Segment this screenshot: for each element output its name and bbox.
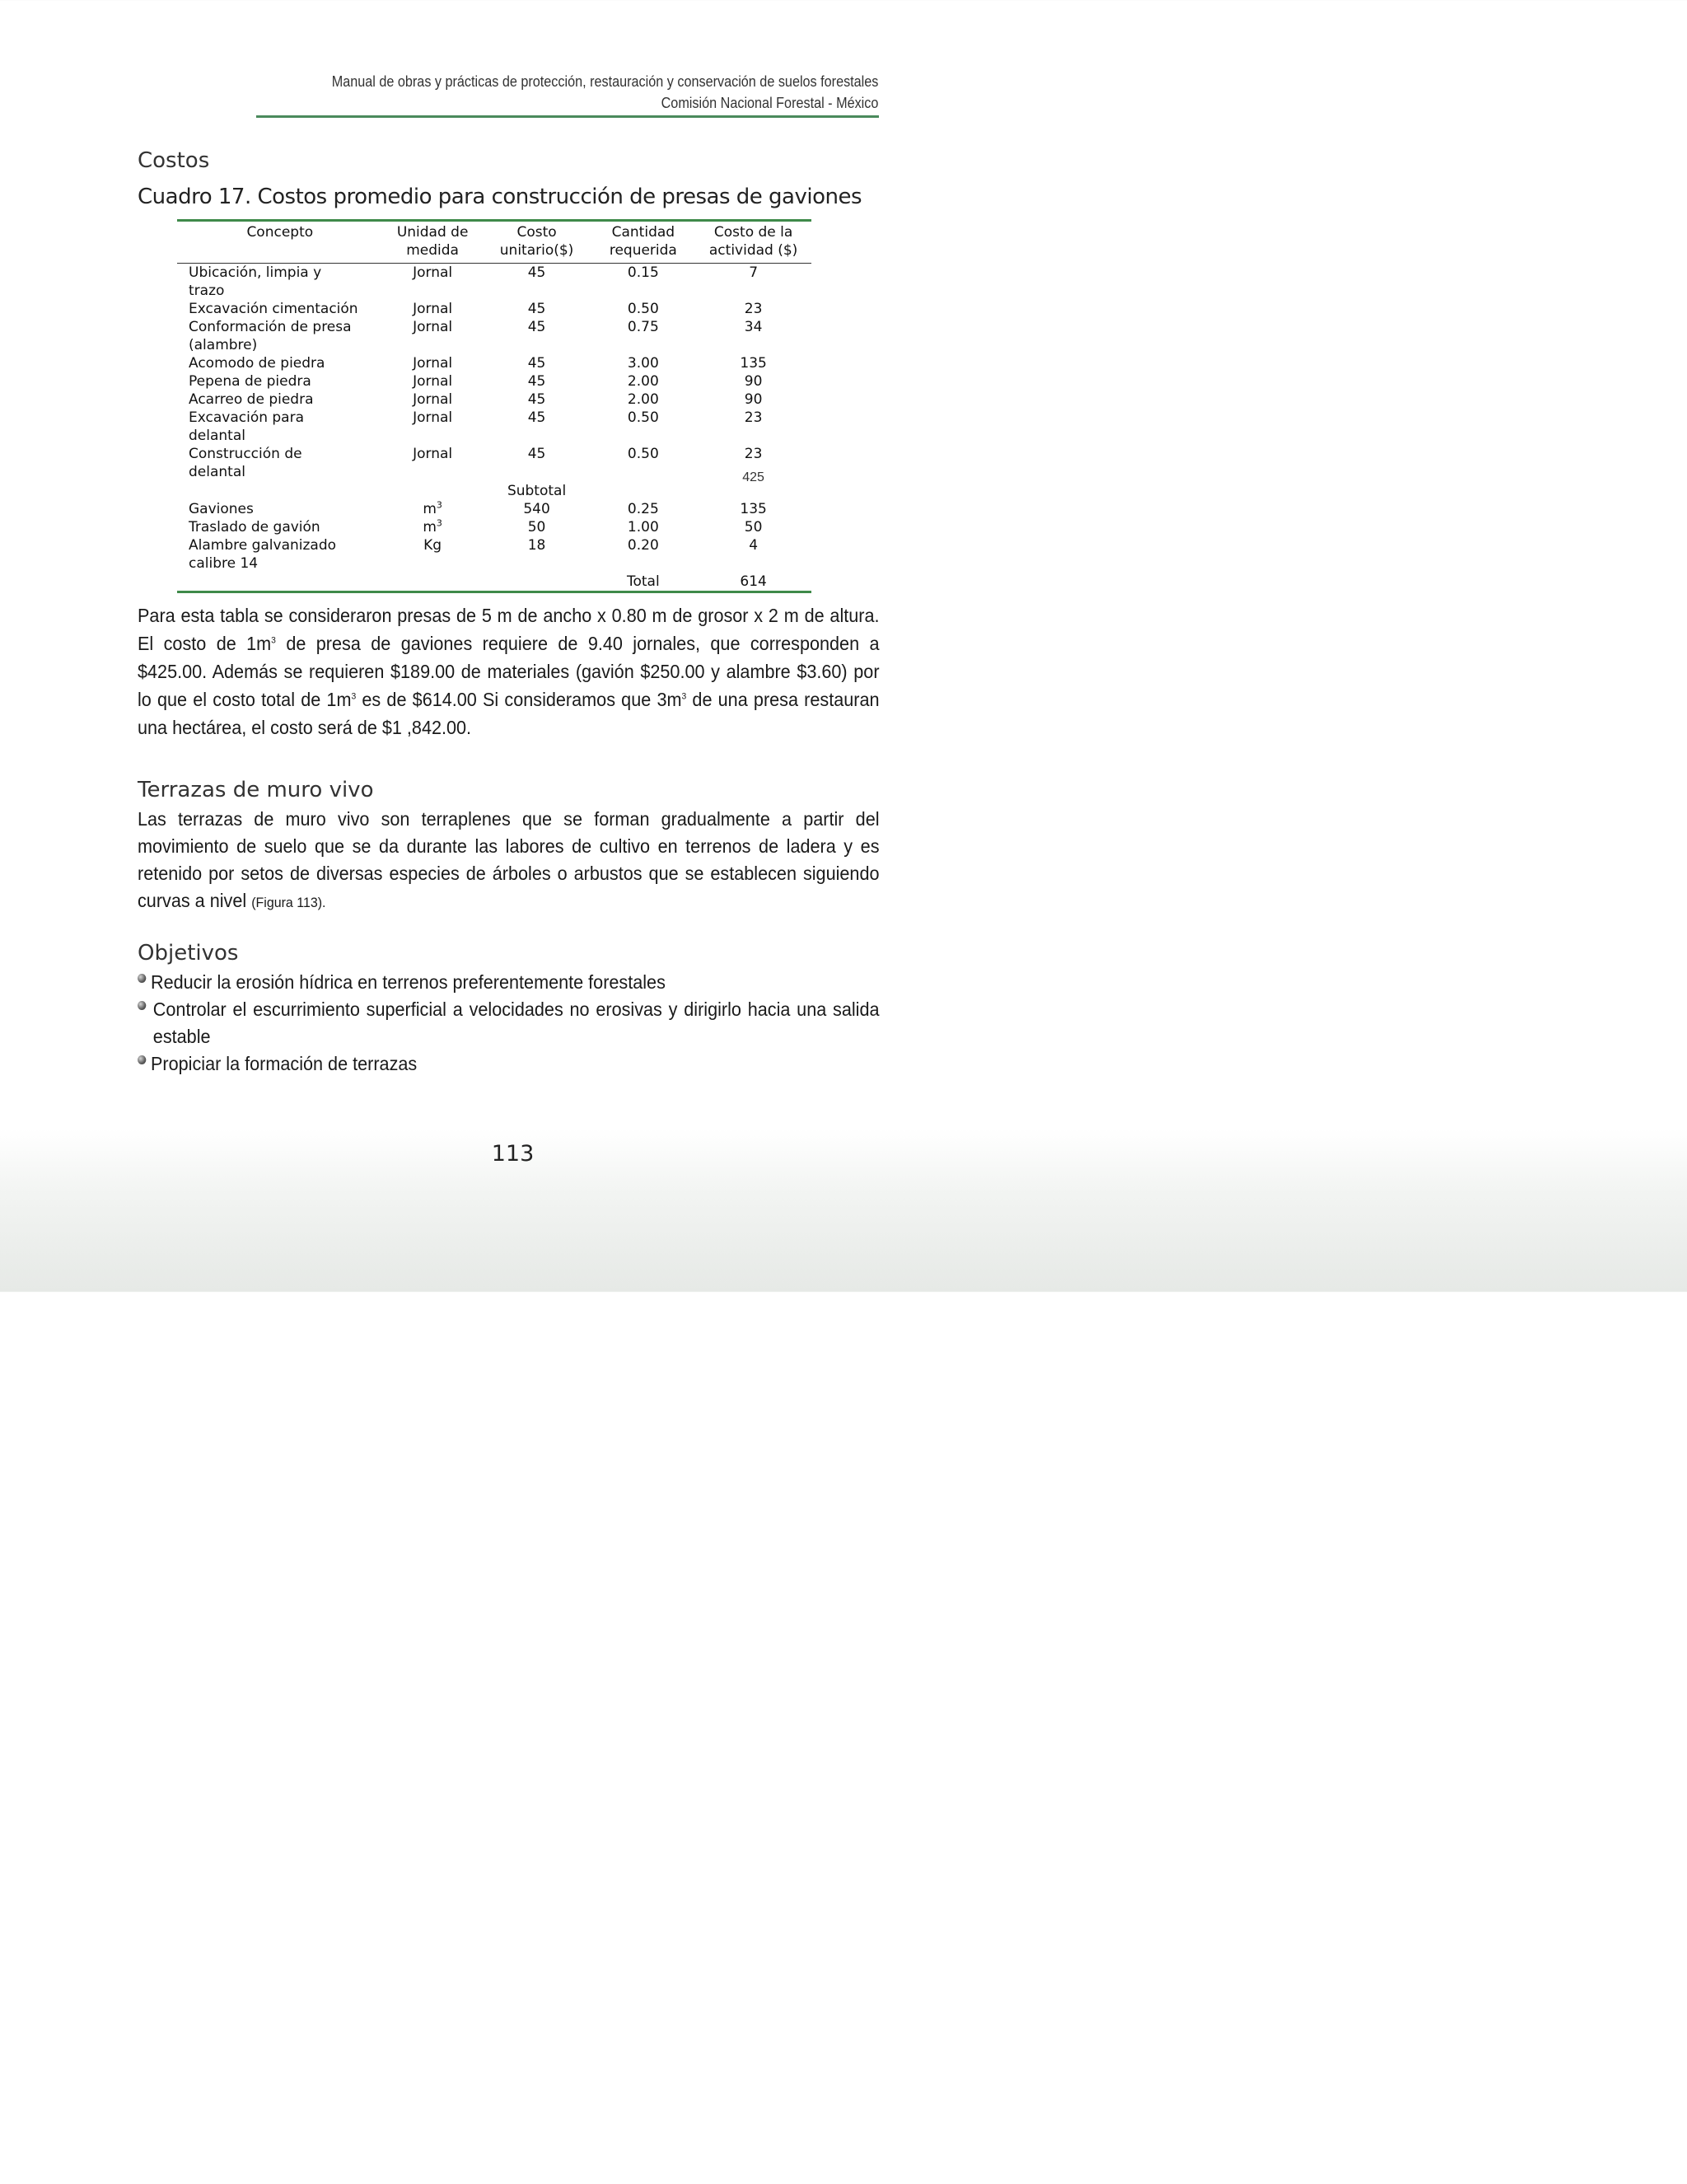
header-costo: Costo unitario($): [499, 224, 574, 259]
bullet-icon: [138, 974, 146, 983]
table-row: Excavación cimentación Jornal 45 0.50 23: [189, 301, 763, 317]
header-title: Manual de obras y prácticas de protección, restauración y conservación de suelos forestales: [331, 73, 878, 90]
subtotal-label: Subtotal: [507, 483, 567, 499]
section-heading-costos: Costos: [138, 148, 210, 173]
running-header: [331, 71, 878, 114]
table-row: Ubicación, limpia y trazo Jornal 45 0.15 7: [189, 264, 759, 299]
table-row: Acarreo de piedra Jornal 45 2.00 90: [189, 391, 763, 408]
total-row: [177, 573, 811, 591]
table-row: Gaviones $m^3$ 540 0.25 135: [189, 499, 767, 517]
header-concepto: Concepto: [246, 224, 314, 241]
subtotal-value: 425: [742, 470, 764, 484]
table-header-row: [177, 222, 811, 264]
bullet-icon: [138, 1001, 146, 1010]
table-row: Pepena de piedra Jornal 45 2.00 90: [189, 373, 763, 390]
paragraph-costs: Para esta tabla se consideraron presas de 5 m de ancho x 0.80 m de grosor x 2 m de altura. El costo de $1m^3$ de presa de gaviones requiere de 9.40 jornales, que corresponden a $425.00. Además se requieren $189.00 de materiales (gavión $250.00 y alambre $3.60) por lo que el costo total de $1m^3$ es de $614.00 Si consideramos que $3m^3$ de una presa restauran una hectárea, el costo será de $1 ,842.00.: [138, 605, 880, 738]
subtotal-row: [177, 482, 811, 500]
section-heading-terrazas: Terrazas de muro vivo: [138, 778, 374, 802]
total-value: 614: [740, 573, 767, 590]
table-row: Excavación para delantal Jornal 45 0.50 23: [189, 409, 763, 444]
table-row: Construcción de delantal Jornal 45 0.50 23 425: [189, 446, 764, 484]
page-number: 113: [491, 1141, 535, 1167]
objectives-list: [138, 969, 880, 1078]
header-subtitle: Comisión Nacional Forestal - México: [661, 95, 878, 111]
table-row: Acomodo de piedra Jornal 45 3.00 135: [189, 355, 767, 372]
list-item: Propiciar la formación de terrazas: [138, 1050, 880, 1078]
header-rule: [256, 115, 879, 118]
cost-table: [177, 219, 811, 593]
figure-reference: (Figura 113).: [251, 895, 326, 910]
bullet-icon: [138, 1055, 146, 1064]
table-row: Conformación de presa (alambre) Jornal 45 0.75 34: [189, 319, 763, 353]
header-actividad: Costo de la actividad ($): [708, 224, 798, 259]
list-item: Reducir la erosión hídrica en terrenos preferentemente forestales: [138, 969, 880, 996]
table-bottom-rule: [177, 591, 811, 593]
table-row: Traslado de gavión $m^3$ 50 1.00 50: [189, 517, 763, 535]
list-item: Controlar el escurrimiento superficial a velocidades no erosivas y dirigirlo hacia una salida estable: [138, 996, 880, 1050]
header-cantidad: Cantidad requerida: [609, 224, 677, 259]
header-unidad: Unidad de medida: [396, 224, 469, 259]
table-caption: Cuadro 17. Costos promedio para construcción de presas de gaviones: [138, 185, 862, 209]
table-row: Alambre galvanizado calibre 14 Kg 18 0.20 4: [189, 537, 759, 572]
paragraph-terrazas: Las terrazas de muro vivo son terraplenes que se forman gradualmente a partir del movimiento de suelo que se da durante las labores de cultivo en terrenos de ladera y es retenido por setos de diversas especies de árboles o arbustos que se establecen siguiendo curvas a nivel (Figura 113).: [138, 808, 880, 911]
total-label: Total: [627, 573, 660, 590]
section-heading-objetivos: Objetivos: [138, 941, 239, 966]
